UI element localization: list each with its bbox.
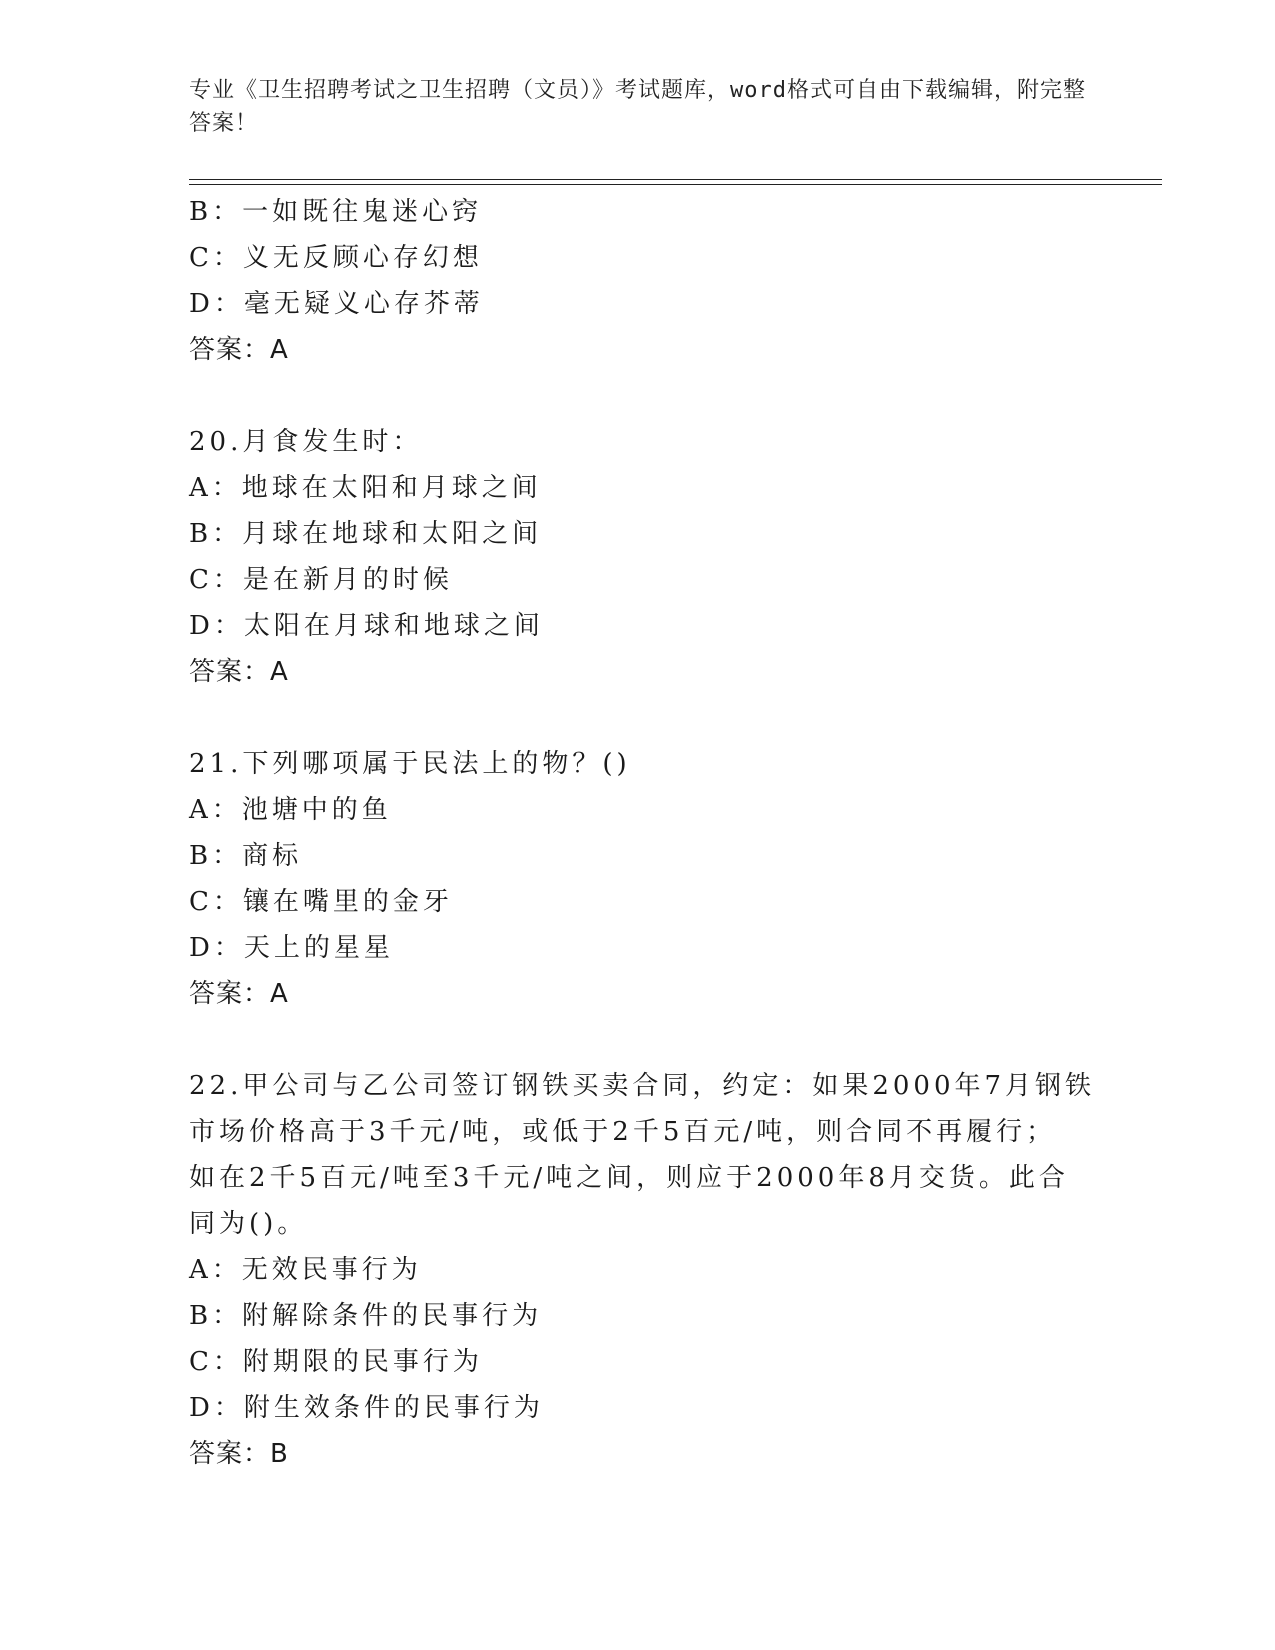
option-a: A：地球在太阳和月球之间 bbox=[189, 473, 542, 503]
option-a: A：无效民事行为 bbox=[189, 1255, 422, 1285]
question-21 bbox=[189, 741, 1089, 1017]
question-stem: 21.下列哪项属于民法上的物？() bbox=[189, 749, 631, 779]
answer-label: 答案：B bbox=[189, 1439, 289, 1469]
option-c: C：是在新月的时候 bbox=[189, 565, 453, 595]
option-b: B：附解除条件的民事行为 bbox=[189, 1301, 543, 1331]
option-d: D：天上的星星 bbox=[189, 933, 394, 963]
option-b: B：月球在地球和太阳之间 bbox=[189, 519, 543, 549]
option-b: B：一如既往鬼迷心窍 bbox=[189, 197, 483, 227]
question-stem-line: 22.甲公司与乙公司签订钢铁买卖合同，约定：如果2000年7月钢铁 bbox=[189, 1071, 1096, 1101]
header-rule-bottom bbox=[189, 184, 1162, 185]
option-c: C：义无反顾心存幻想 bbox=[189, 243, 483, 273]
header-rule-top bbox=[189, 179, 1162, 180]
question-22 bbox=[189, 1063, 1096, 1477]
option-d: D：太阳在月球和地球之间 bbox=[189, 611, 544, 641]
option-d: D：附生效条件的民事行为 bbox=[189, 1393, 544, 1423]
question-stem-line: 如在2千5百元/吨至3千元/吨之间，则应于2000年8月交货。此合 bbox=[189, 1163, 1069, 1193]
question-stem-line: 同为()。 bbox=[189, 1209, 308, 1239]
answer-label: 答案：A bbox=[189, 979, 289, 1009]
question-19-continued bbox=[189, 189, 1089, 373]
option-d: D：毫无疑义心存芥蒂 bbox=[189, 289, 484, 319]
option-c: C：附期限的民事行为 bbox=[189, 1347, 483, 1377]
question-20 bbox=[189, 419, 1089, 695]
document-header bbox=[189, 74, 1089, 140]
spacer bbox=[189, 373, 1089, 419]
question-stem: 20.月食发生时： bbox=[189, 427, 423, 457]
spacer bbox=[189, 695, 1089, 741]
option-c: C：镶在嘴里的金牙 bbox=[189, 887, 453, 917]
option-b: B：商标 bbox=[189, 841, 303, 871]
question-list bbox=[189, 189, 1096, 1477]
answer-label: 答案：A bbox=[189, 657, 289, 687]
answer-label: 答案：A bbox=[189, 335, 289, 365]
option-a: A：池塘中的鱼 bbox=[189, 795, 392, 825]
spacer bbox=[189, 1017, 1089, 1063]
header-text: 专业《卫生招聘考试之卫生招聘（文员）》考试题库，word格式可自由下载编辑，附完整答案！ bbox=[189, 78, 1086, 136]
question-stem-line: 市场价格高于3千元/吨，或低于2千5百元/吨，则合同不再履行； bbox=[189, 1117, 1057, 1147]
